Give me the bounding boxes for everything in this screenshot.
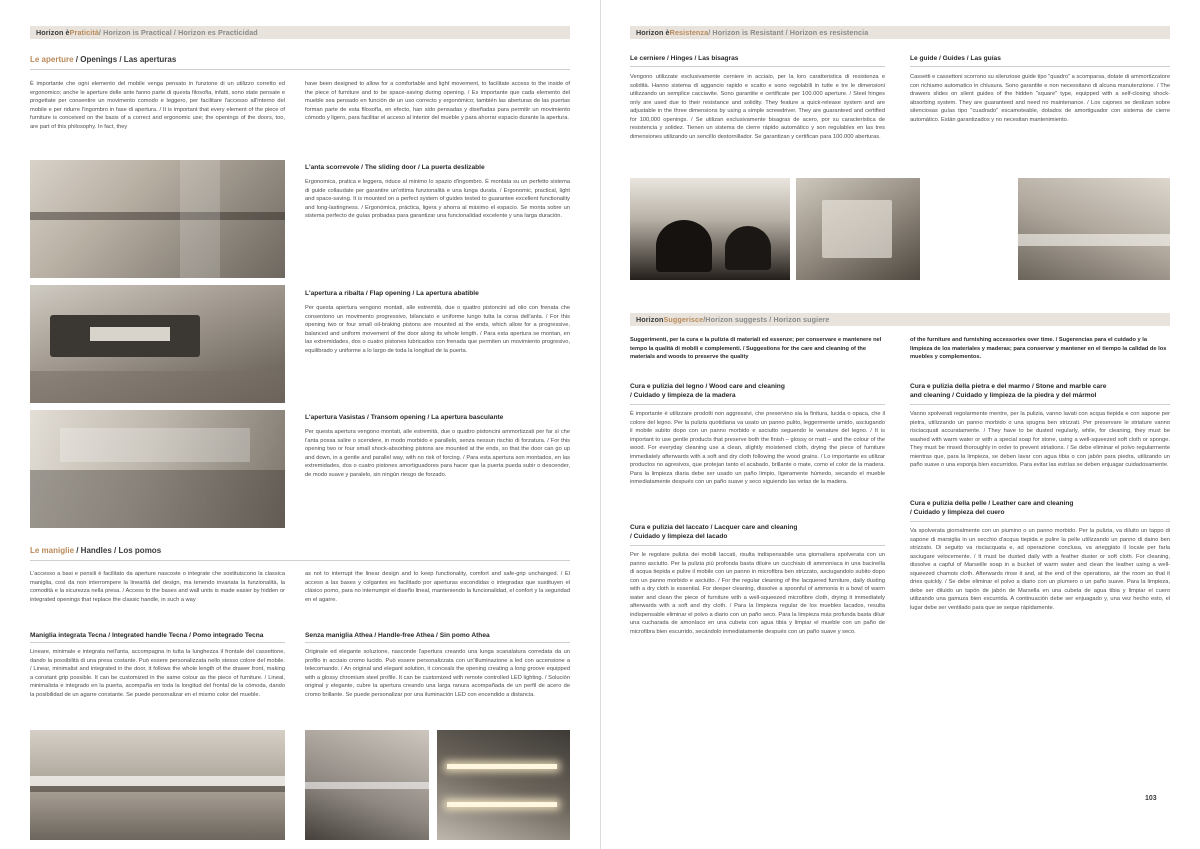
photo-sliding-door-detail (30, 160, 285, 278)
header-praticita: Horizon è Praticità / Horizon is Practical / Horizon es Practicidad (30, 26, 570, 39)
suggestions-intro-left: Suggerimenti, per la cura e la pulizia di materiali ed essenze; per conservare e mantenere nel tempo la qualità di mobili e complementi. / Suggestions for the care and cleaning of the materials and woods to preserve the quality (630, 337, 882, 361)
rule-hinges (630, 66, 885, 67)
photo-led-lit-drawer (437, 730, 570, 840)
rule-wood-care (630, 404, 885, 405)
header-suggerisce: Horizon Suggerisce /Horizon suggests / Horizon sugiere (630, 313, 1170, 326)
handles-text-col2: as not to interrupt the linear design and to keep functionality, comfort and safe-grip unchanged. / El acceso a las bases y colgantes es facilitado por aperturas escondidas o integradas que sustituyen el clásico pomo, para no interrumpir el diseño lineal, manteniendo la funcionalidad, el confort y la seguridad en el agarre. (305, 571, 570, 603)
openings-text-col1: È importante che ogni elemento del mobile venga pensato in funzione di un utilizzo corretto ed ergonomico; anche le aperture delle ante fanno parte di questa filosofia, infatti, sono state pensate e progettate per consentire un movimento comodo e leggero, per facilitare l'accesso all'interno del mobile e per ridurre l'ingombro in fase di apertura. / It is important that every element of the piece of furniture is conceived on the basis of a correct and ergonomic use; the openings of the doors, too, are part of this philosophy. In fact, they (30, 81, 285, 130)
subtitle-guides: Le guide / Guides / Las guías (910, 55, 1001, 62)
photo-transom-opening-drawer (30, 410, 285, 528)
subtitle-stone-care-2: and cleaning / Cuidado y limpieza de la piedra y del mármol (910, 392, 1097, 399)
subtitle-stone-care: Cura e pulizia della pietra e del marmo / Stone and marble care (910, 383, 1107, 390)
subtitle-wood-care-2: / Cuidado y limpieza de la madera (630, 392, 736, 399)
text-handle-athea: Originale ed elegante soluzione, nasconde l'apertura creando una lunga scanalatura corredata da un profilo in acciaio cromo lucido. Può essere personalizzata con un'illuminazione a led con accensione a telecomando. / An original and elegant solution, it conceals the opening creating a long groove equipped with a glossy chromium steel profile. It can be customized with remote controlled LED lighting. / Solución original y elegante, cubre la apertura creando una larga ranura acompañada de un perfil de acero de cromo brillante. Se puede personalizar por una iluminación LED con encendido a distancia. (305, 649, 570, 698)
rule-leather-care (910, 521, 1170, 522)
subtitle-wood-care: Cura e pulizia del legno / Wood care and cleaning (630, 383, 785, 390)
text-guides: Cassetti e cassettoni scorrono su silenziose guide tipo "quadro" a scomparsa, dotate di ammortizzatore con richiamo automatico in chiusura. Sono garantite e non necessitano di alcuna manutenzione. / The drawers slides on silent guides of the hidden "square" type, equipped with a self-closing shock-absorbing system. They are guaranteed and need no maintenance. / Los cajones se deslizan sobre silenciosas guías tipo "cuadrado" escamoteable, dotados de amortiguador con sistema de cierre automático. Están garantizados y no necesitan mantenimiento. (910, 74, 1170, 123)
subtitle-transom-opening: L'apertura Vasistas / Transom opening / La apertura basculante (305, 414, 504, 421)
subtitle-leather-care: Cura e pulizia della pelle / Leather care and cleaning (910, 500, 1074, 507)
text-sliding-door: Ergonomica, pratica e leggera, riduce al minimo lo spazio d'ingombro. È montata su un perfetto sistema di guide collaudate per garantire un'ottima funzionalità e una lunga durata. / Ergonomic, practical, light and space-saving. It is mounted on a perfect system of guides tested to guarantee excellent functionality and long-lastingness. / Ergonómica, práctica, ligera y ahorra al máximo el espacio. Se monta sobre un sistema perfecto de guías probadas para garantizar una funcionalidad excelente y una larga duración. (305, 179, 570, 220)
photo-integrated-handle-tecna (30, 730, 285, 840)
right-page (600, 0, 1200, 849)
subtitle-hinges: Le cerniere / Hinges / Las bisagras (630, 55, 739, 62)
suggestions-intro-right: of the furniture and furnishing accessories over time. / Sugerencias para el cuidado y la limpieza de los materiales y maderas; para conservar y mantener en el tiempo la calidad de los muebles y complementos. (910, 337, 1167, 361)
text-flap-opening: Per questa apertura vengono montati, alle estremità, due o quattro pistoncini ad olio con frenata che consentono un movimento progressivo, bilanciato e uniforme lungo tutta la corsa dell'anta. / For this opening two or four small oil-braking pistons are mounted at the ends, which allow for a progressive, balanced and uniform movement of the door along its whole length. / Para esta apertura se montan, en las extremidades, dos o cuatro pistones lubricados con frenada que permiten un movimiento progresivo, equilibrado y uniforme a lo largo de toda la longitud de la puerta. (305, 305, 570, 354)
handles-text-col1: L'accesso a basi e pensili è facilitato da aperture nascoste o integrate che sostituiscono la classica maniglia, così da non interrompere la linearità del design, ma tenendo invariata la funzionalità, la comodità e la sicurezza nella presa. / Access to the bases and wall units is made easier by hidden or integrated openings that replace the classic handle, in such a way (30, 571, 285, 603)
rule-handle-athea (305, 642, 570, 643)
text-transom-opening: Per questa apertura vengono montati, alle estremità, due o quattro pistoncini ammortizzati per far sì che l'anta possa salire o scendere, in modo morbido e parallelo, senza nessun rischio di forzatura. / For this opening two or four small shock-absorbing pistons are mounted at the ends, so that the door can go up and down, in a gentle and parallel way, with no risk of forcing. / Para esta apertura son montados, en las extremidades, dos o cuatro pistones amortiguadores para hacer que la puerta pueda subir o descender, de modo suave y paralelo, sin ningún riesgo de forzado. (305, 429, 570, 478)
text-wood-care: È importante è utilizzare prodotti non aggressivi, che preservino sia la finitura, lucida o opaca, che il colore del legno. Per la pulizia quotidiana va usato un panno pulito, leggermente umido, asciugando il mobile subito dopo con un panno morbido e asciutto seguendo le venature del legno. / It is important to use gentle products that preserve both the finish – glossy or matt – and the colour of the wood. For everyday cleaning use a clean, slightly moistened cloth, drying the piece of furniture immediately afterwards with a soft and dry cloth following the wood grains. / Lo importante es utilizar productos no agresivos, que protejan tanto el acabado, brillante o mate, como el color de la madera. Para la limpieza diaria debe ser usado un paño limpio, ligeramente húmedo, secando el mueble inmediatamente después con un paño suave y seco siguiendo las vetas de la madera. (630, 411, 885, 486)
header-resistenza: Horizon è Resistenza / Horizon is Resistant / Horizon es resistencia (630, 26, 1170, 39)
subtitle-handle-tecna: Maniglia integrata Tecna / Integrated handle Tecna / Pomo integrado Tecna (30, 632, 264, 639)
page-number: 103 (1145, 795, 1157, 802)
subtitle-sliding-door: L'anta scorrevole / The sliding door / La puerta deslizable (305, 164, 485, 171)
text-leather-care: Va spolverata giornalmente con un piumino o un panno morbido. Per la pulizia, va diluito un tappo di sapone di marsiglia in un secchio d'acqua tiepida e pulire la pelle utilizzando un panno di daino ben strizzato. Di seguito va risciacquata e, ad operazione conclusa, va arieggiato il locale per farla asciugare velocemente. / It must be dusted daily with a feather duster or soft cloth. For cleaning, dissolve a capful of Marseille soap in a bucket of warm water and clean the leather using a well-squeezed chamois cloth. Afterwards rinse it and, at the end of the operations, air the room so that it dries quickly. / Se debe eliminar el polvo a diario con un plumero o un paño suave. Para la limpieza, debe ser diluido un tapón de jabón de Marsella en una cubeta de agua tibia y limpiar el cuero utilizando una gamuza bien escurrida. A continuación debe ser enjuagado y, una vez hecho esto, el lugar debe ser ventilado para que se seque rápidamente. (910, 528, 1170, 611)
photo-drawer-guide (1018, 178, 1170, 280)
section-rule-handles (30, 560, 570, 561)
subtitle-leather-care-2: / Cuidado y limpieza del cuero (910, 509, 1005, 516)
text-stone-care: Vanno spolverati regolarmente mentre, per la pulizia, vanno lavati con acqua tiepida e con sapone per pietra, utilizzando un panno morbido o una spugna ben strizzati. Per preservare le striature vanno risciacquati accuratamente. / They have to be dusted regularly, while, for cleaning, they must be washed with warm water or with a special soap for stone, using a well-squeezed soft cloth or sponge. They must be rinsed thoroughly in order to prevent striations. / Se debe eliminar el polvo regularmente mientras que, para la limpieza, se deben lavar con agua tibia o con jabón para piedra, utilizando un paño suave o una esponja bien escurridos. Para evitar las estrías se deben enjuagar cuidadosamente. (910, 411, 1170, 469)
subtitle-flap-opening: L'apertura a ribalta / Flap opening / La apertura abatible (305, 290, 479, 297)
text-lacquer-care: Per le regolare pulizia dei mobili laccati, risulta indispensabile una giornaliera spolverata con un panno asciutto. Per la pulizia più profonda basta diluire un cucchiaio di ammoniaca in una bacinella di acqua tiepida e pulire il mobile con un panno in microfibra ben strizzato, asciugandolo subito dopo con un panno morbido e asciutto. / For the regular cleaning of the lacquered furniture, daily dusting with a dry cloth is essential. For deeper cleaning, dissolve a spoonful of ammonia in a bowl of warm water and clean the piece of furniture with a well-squeezed microfibre cloth, drying it immediately afterwards with a soft and dry cloth. / Para la limpieza regular de los muebles lacados, resulta indispensable eliminar el polvo a diario con un paño seco. Para la limpieza más profunda basta diluir una cucharada de amoníaco en una cubeta con agua tibia y limpiar el mueble con un paño de microfibra bien escurrido, secándolo inmediatamente después con un paño suave y seco. (630, 552, 885, 635)
rule-guides (910, 66, 1170, 67)
rule-lacquer-care (630, 545, 885, 546)
text-handle-tecna: Lineare, minimale e integrata nell'anta, accompagna in tutta la lunghezza il frontale del cassettone, dando la possibilità di una presa costante. Può essere personalizzata nello stesso colore del mobile. / Linear, minimalist and integrated in the door, it follows the whole length of the drawer front, making a constant grip possible. It can be customized in the same colour as the piece of furniture. / Lineal, minimalista e integrado en la puerta, acompaña en toda la longitud del frontal de la cómoda, dando la posibilidad de un agarre constante. Se puede personalizar en el mismo color del mueble. (30, 649, 285, 698)
photo-hinge-mechanism (796, 178, 920, 280)
photo-flap-opening-piston (30, 285, 285, 403)
rule-handle-tecna (30, 642, 285, 643)
photo-handle-free-athea-groove (305, 730, 429, 840)
subtitle-lacquer-care: Cura e pulizia del laccato / Lacquer care and cleaning (630, 524, 798, 531)
rule-stone-care (910, 404, 1170, 405)
text-hinges: Vengono utilizzate esclusivamente cerniere in acciaio, per la loro caratteristica di resistenza e solidità. Hanno sistema di aggancio rapido e scatto e sono regolabili in tutte e tre le dimensioni utilizzando un semplice cacciavite. Sono garantite e certificate per 100.000 aperture. / Steel hinges only are used due to their resistance and solidity. They feature a quick-release system and are adjustable in the three dimensions by using a simple screwdriver. They are guaranteed and certified for 100,000 openings. / Se utilizan exclusivamente bisagras de acero, por su característica de resistencia y solidez. Tienen un sistema de cierre rápido automático y son regulables en las tres dimensiones utilizando un sencillo destornillador. Se garantizan y certifican para 100.000 aberturas. (630, 74, 885, 140)
subtitle-handle-athea: Senza maniglia Athea / Handle-free Athea / Sin pomo Athea (305, 632, 490, 639)
section-title-handles: Le maniglie / Handles / Los pomos (30, 546, 162, 555)
subtitle-lacquer-care-2: / Cuidado y limpieza del lacado (630, 533, 728, 540)
photo-hinge-detail (630, 178, 790, 280)
openings-text-col2: have been designed to allow for a comfortable and light movement, to facilitate access to the inside of the piece of furniture and to be space-saving during opening. / Es importante que cada elemento del mueble sea pensado en función de un uso correcto y ergonómico; también las aberturas de las puertas forman parte de esta filosofía, en efecto, han sido pensadas y diseñadas para permitir un movimiento cómodo y ligero, para facilitar el acceso al interior del mueble y para ahorrar espacio durante la apertura. (305, 81, 570, 122)
section-rule-openings (30, 69, 570, 70)
section-title-openings: Le aperture / Openings / Las aperturas (30, 55, 177, 64)
